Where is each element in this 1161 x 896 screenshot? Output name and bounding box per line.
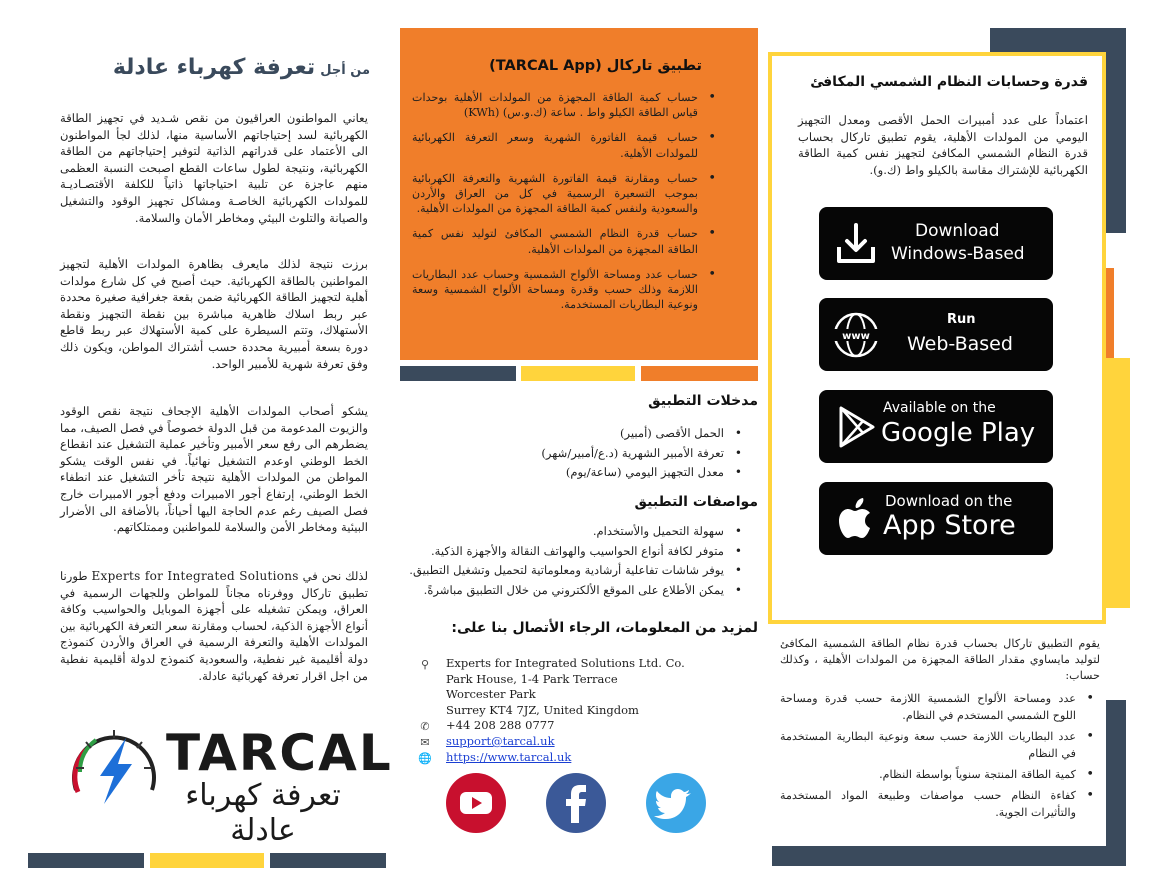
phone-icon: ✆ [420, 720, 430, 734]
list-item: • تعرفة الأمبير الشهرية (د.ع/أمبير/شهر) [440, 444, 744, 464]
title-prefix: من أجل [320, 63, 370, 78]
web-button-line1: Run [947, 312, 976, 327]
intro-paragraph-4 [60, 568, 368, 684]
apple-button-line2: App Store [883, 510, 1016, 541]
web-row [418, 750, 748, 766]
p4-intro: لذلك نحن في [302, 569, 369, 583]
address-line: Experts for Integrated Solutions Ltd. Co. [446, 656, 685, 670]
bar-left-navy2 [270, 853, 386, 868]
bar-left-yellow [150, 853, 264, 868]
app-features-list [412, 90, 712, 322]
bar-mid-yellow [521, 366, 635, 381]
solar-calculations-block [780, 636, 1100, 825]
list-item: • حساب كمية الطاقة المجهزة من المولدات الأهلية بوحدات قياس الطاقة الكيلو واط . ساعة (ك.و.س) (KWh) [412, 90, 712, 120]
list-item: • كمية الطاقة المنتجة سنوياً بواسطة النظام. [780, 766, 1100, 783]
windows-button-line2: Windows-Based [891, 244, 1025, 264]
www-globe-icon [831, 310, 881, 360]
specs-heading: مواصفات التطبيق [634, 494, 758, 510]
intro-paragraph-1: يعاني المواطنون العراقيون من نقص شـديد في تجهيز الطاقة الكهربائية لسد إحتياجاتهم الأساسية منها، لذلك لجأ المواطنون الى الأعتماد على قدراتهم الذاتية لتوفير إحتياجاتهم من الطاقة الكهربائية، ونتيجة لطول ساعات القطع اصبحت النسبة العظمى منهم عاجزة عن تلبية احتياجاتها ذاتياً للكلفة الأقتصـاديـة للمولدات الكهربائية الخاصـة ومشاكل تجهيز الوقود والتشغيل والصيانة والتلوث البيئي ومخاطر الأمان والسلامة. [60, 111, 368, 225]
google-play-button[interactable] [819, 390, 1053, 463]
apple-button-line1: Download on the [885, 492, 1013, 510]
phone-number: +44 208 288 0777 [446, 718, 555, 733]
list-item: • يمكن الأطلاع على الموقع الألكتروني من خلال التطبيق مباشرةً. [380, 581, 744, 601]
inputs-list [440, 424, 744, 483]
gauge-bolt-icon [66, 720, 162, 816]
facebook-icon[interactable] [546, 773, 606, 833]
address-line: Park House, 1-4 Park Terrace [446, 671, 618, 686]
envelope-icon: ✉ [420, 735, 430, 749]
svg-text:www: www [842, 331, 870, 342]
company-name: Experts for Integrated Solutions [91, 569, 299, 583]
solar-heading: قدرة وحسابات النظام الشمسي المكافئ [810, 74, 1088, 90]
email-link[interactable]: support@tarcal.uk [446, 733, 555, 748]
app-title: تطبيق تاركال (TARCAL App) [489, 58, 702, 74]
app-store-button[interactable] [819, 482, 1053, 555]
google-button-line2: Google Play [881, 418, 1036, 448]
list-item: • كفاءة النظام حسب مواصفات وطبيعة المواد المستخدمة والتأثيرات الجوية. [780, 787, 1100, 821]
list-item: • سهولة التحميل والأستخدام. [380, 522, 744, 542]
apple-icon [831, 494, 881, 544]
contact-heading: لمزيد من المعلومات، الرجاء الأتصال بنا على: [451, 620, 758, 636]
intro-paragraph-3: يشكو أصحاب المولدات الأهلية الإجحاف نتيجة نقص الوقود والزيوت المدعومة من قبل الدولة خصوصاً في فصل الصيف، مما يضطرهم الى رفع سعر الأمبير وتأخير عملية التشغيل عند انقطاع الخط الوطني اوعدم التشغيل نهائياً. في نفس الوقت يشكو المواطن من المولدات الأهلية نتيجة تأخر التشغيل عند انطفاء الخط الوطني، إرتفاع أجور الامبيرات ودفع أجور الامبيرات خارج فصل الصيف رغم عدم الحاجة اليها أحياناً، بالأضافة الى الأضرار البيئية ومخاطر الأمن والسلامة للمواطنين وممتلكاتهم. [60, 404, 368, 535]
bar-left-navy [28, 853, 144, 868]
list-item: • حساب عدد ومساحة الألواح الشمسية وحساب عدد البطاريات اللازمة وذلك حسب وقدرة ومساحة الألواح الشمسية وسعة ونوعية البطاريات المستخدمة. [412, 267, 712, 313]
web-button-line2: Web-Based [907, 333, 1013, 355]
address-row [418, 656, 748, 718]
phone-row [418, 718, 748, 734]
windows-button-line1: Download [915, 221, 1000, 241]
youtube-icon[interactable] [446, 773, 506, 833]
list-item: • عدد ومساحة الألواح الشمسية اللازمة حسب قدرة ومساحة اللوح الشمسي المستخدم في النظام. [780, 690, 1100, 724]
download-icon [831, 219, 881, 269]
app-features-box [400, 28, 758, 360]
right-yellow-stripe [1106, 358, 1130, 608]
solar-calc-intro: يقوم التطبيق تاركال بحساب قدرة نظام الطاقة الشمسية المكافئ لتوليد مايساوي مقدار الطاقة المجهزة من المولدات الأهلية ، وكذلك حساب: [780, 637, 1100, 682]
corner-bottom-right-h [772, 846, 1126, 866]
list-item: • عدد البطاريات اللازمة حسب سعة ونوعية البطارية المستخدمة في النظام [780, 728, 1100, 762]
solar-paragraph: اعتماداً على عدد أمبيرات الحمل الأقصى ومعدل التجهيز اليومي من المولدات الأهلية، يقوم تطبيق تاركال بحساب قدرة النظام الشمسي المكافئ لتجهيز نفس كمية الطاقة الكهربائية للإشتراك مقاسة بالكيلو واط (ك.و). [798, 113, 1088, 177]
address-line: Worcester Park [446, 687, 536, 702]
address-line: Surrey KT4 7JZ, United Kingdom [446, 702, 639, 717]
list-item: • حساب قدرة النظام الشمسي المكافئ لتوليد نفس كمية الطاقة المجهزة من المولدات الأهلية. [412, 226, 712, 256]
download-windows-button[interactable] [819, 207, 1053, 280]
corner-bottom-right-v [1106, 700, 1126, 866]
run-web-button[interactable] [819, 298, 1053, 371]
map-marker-icon: ⚲ [420, 658, 430, 671]
logo-slogan: تعرفة كهرباء عادلة [185, 778, 341, 848]
intro-paragraph-2: برزت نتيجة لذلك مايعرف بظاهرة المولدات الأهلية لتجهيز المواطنين بالطاقة الكهربائية. حيث أصبح في كل شارع مولدات أهلية لتجهيز الطاقة الكهربائية ضمن بقعة جغرافية صغيرة محددة عبر ربط اسلاك ظاهرية مباشرة بين نقطة التجهيز ونقطة الأستهلاك، وتتم السيطرة على كمية الأستهلاك عبر ربط قاطع دورة بسعة أمبيرية محددة حسب أشتراك المواطن، ويكون ذلك وفق تعرفة شهرية للأمبير الواحد. [60, 257, 368, 371]
list-item: • حساب قيمة الفاتورة الشهرية وسعر التعرفة الكهربائية للمولدات الأهلية. [412, 130, 712, 160]
p4-rest: طورنا تطبيق تاركال ووفرناه مجاناً للمواطن وللجهات الرسمية في العراق، ويمكن تشغيله على أجهزة الموبايل والحواسيب وكافة أنواع الأجهزة الذكية، لحساب ومقارنة سعر التعرفة الكهربائية بين المولدات الأهلية والتعرفة الرسمية في العراق والأردن كنموذج دولة أقليمية غير نفطية، والسعودية كنموذج لدولة أقليمية نفطية من اجل اقرار تعرفة كهربائية عادلة. [60, 569, 368, 683]
title-block [60, 55, 370, 95]
list-item: • حساب ومقارنة قيمة الفاتورة الشهرية والتعرفة الكهربائية بموجب التسعيرة الرسمية في كل من العراق والأردن والسعودية ولنفس كمية الطاقة المجهزة من المولدات الأهلية. [412, 171, 712, 217]
list-item: • يوفر شاشات تفاعلية أرشادية ومعلوماتية لتحميل وتشغيل التطبيق. [380, 561, 744, 581]
corner-top-right-v [1106, 28, 1126, 233]
list-item: • الحمل الأقصى (أمبير) [440, 424, 744, 444]
bar-mid-navy [400, 366, 516, 381]
page-title: تعرفة كهرباء عادلة [112, 55, 316, 80]
tarcal-logo [66, 716, 393, 848]
google-play-icon [831, 402, 881, 452]
list-item: • متوفر لكافة أنواع الحواسيب والهواتف النقالة والأجهزة الذكية. [380, 542, 744, 562]
google-button-line1: Available on the [883, 400, 996, 416]
email-row [418, 734, 748, 750]
globe-icon: 🌐 [418, 751, 432, 765]
right-orange-stripe [1106, 268, 1114, 360]
twitter-icon[interactable] [646, 773, 706, 833]
specs-list [380, 522, 744, 600]
list-item: • معدل التجهيز اليومي (ساعة/يوم) [440, 463, 744, 483]
inputs-heading: مدخلات التطبيق [648, 393, 758, 409]
solar-calc-list [780, 690, 1100, 821]
logo-text: TARCAL [166, 724, 393, 782]
website-link[interactable]: https://www.tarcal.uk [446, 749, 572, 764]
contact-block [418, 656, 748, 765]
bar-mid-orange [641, 366, 758, 381]
